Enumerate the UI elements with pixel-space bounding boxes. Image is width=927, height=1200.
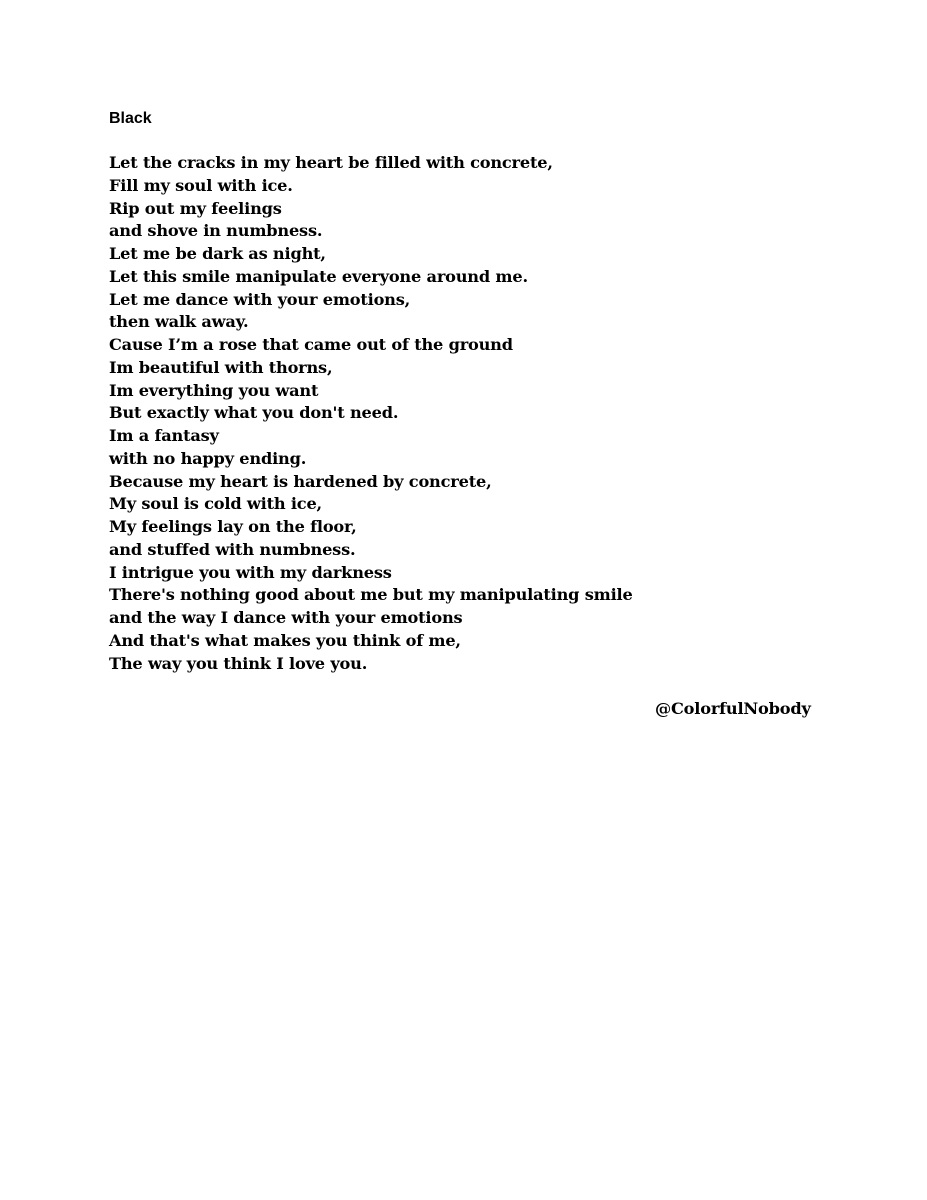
poem-line: with no happy ending. [109,448,307,468]
poem-line: Fill my soul with ice. [109,175,293,195]
poem-body [109,152,809,675]
poem-line: Im everything you want [109,380,319,400]
poem-line: then walk away. [109,312,249,332]
author-signature: @ColorfulNobody [655,699,811,718]
poem-line: Cause I’m a rose that came out of the ground [109,335,513,354]
poem-title: Black [109,110,152,127]
poem-line: Let this smile manipulate everyone around me. [109,266,528,286]
poem-line: Im a fantasy [109,426,219,445]
poem-line: But exactly what you don't need. [109,403,399,423]
poem-line: My feelings lay on the floor, [109,517,357,536]
poem-line: There's nothing good about me but my manipulating smile [109,585,633,605]
poem-line: The way you think I love you. [109,653,368,673]
poem-line: Let me dance with your emotions, [109,289,411,309]
poem-line: I intrigue you with my darkness [109,562,392,582]
poem-line: Rip out my feelings [109,198,282,218]
poem-line: Because my heart is hardened by concrete, [109,471,492,491]
poem-line: and the way I dance with your emotions [109,608,463,627]
poem-line: and stuffed with numbness. [109,539,356,559]
poem-line: and shove in numbness. [109,221,323,241]
poem-line: Let the cracks in my heart be filled with concrete, [109,153,553,172]
poem-line: Let me be dark as night, [109,244,326,263]
poem-line: Im beautiful with thorns, [109,357,333,377]
poem-line: My soul is cold with ice, [109,494,322,514]
poem-line: And that's what makes you think of me, [109,630,461,650]
